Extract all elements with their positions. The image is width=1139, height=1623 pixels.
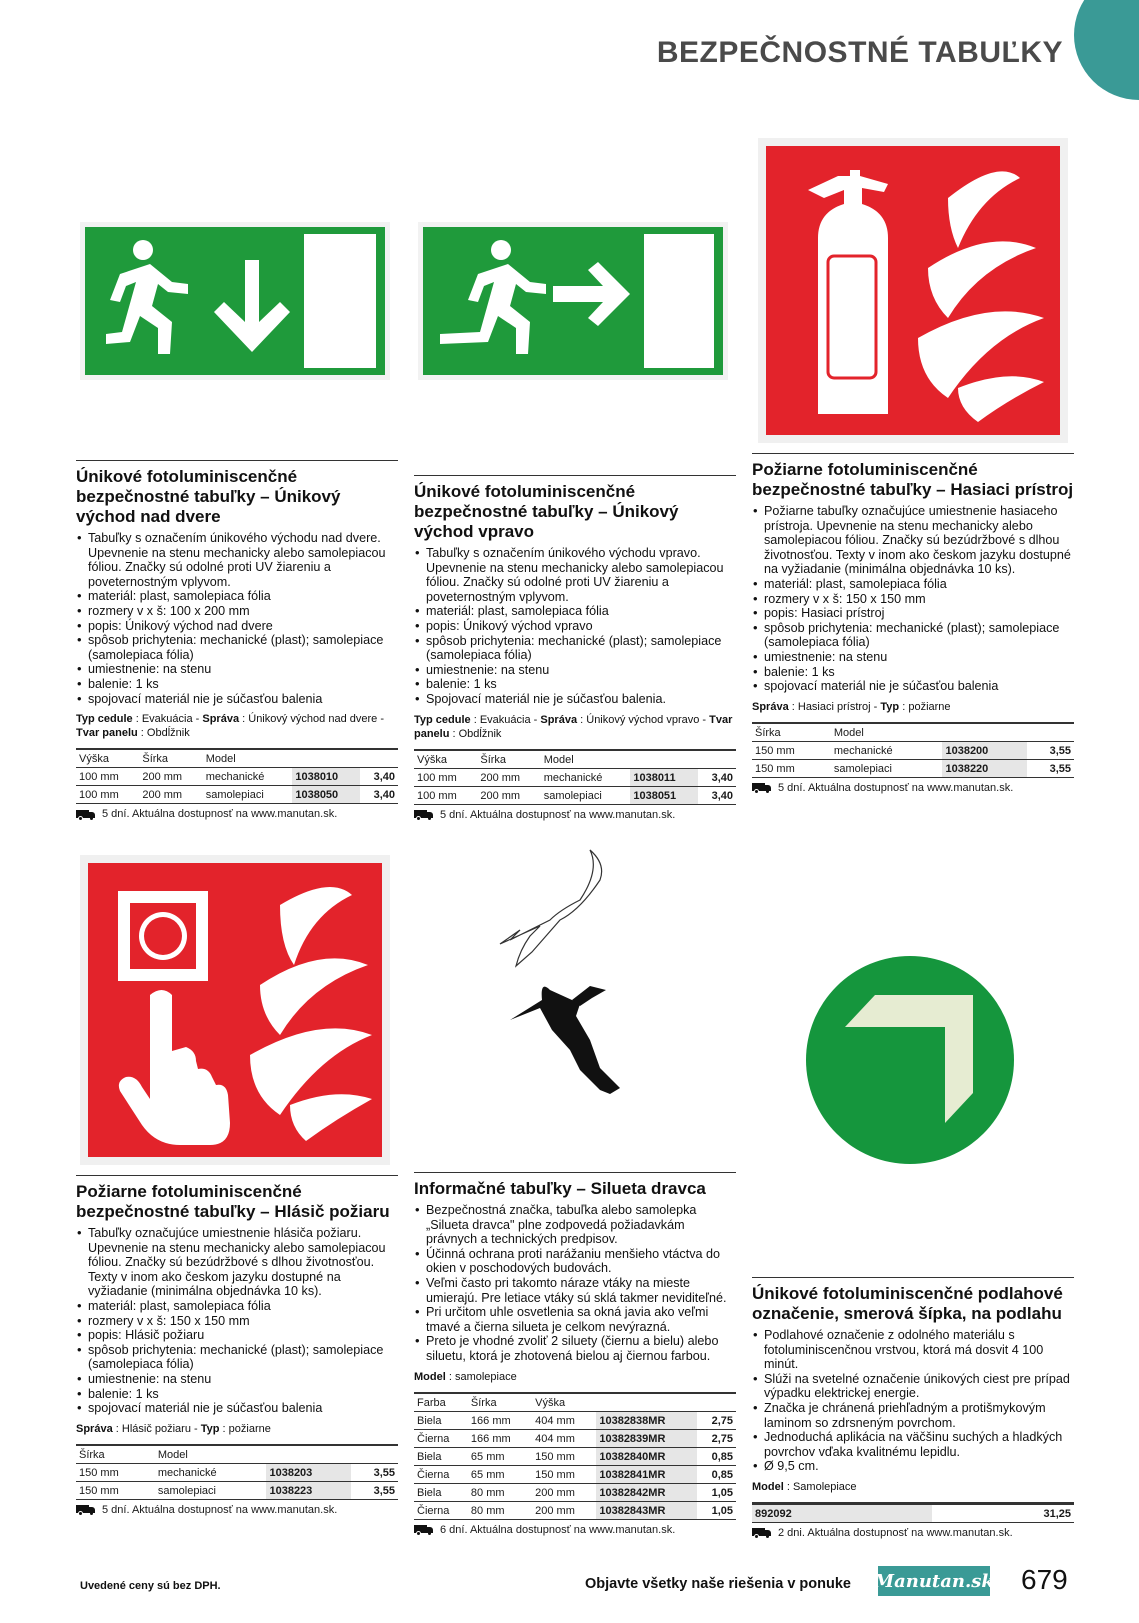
table-row[interactable]: Biela 80 mm 200 mm 10382842MR 1,05 [414, 1483, 736, 1501]
table-row[interactable]: Čierna 166 mm 404 mm 10382839MR 2,75 [414, 1429, 736, 1447]
feature-item: • popis: Únikový východ nad dvere [76, 619, 398, 634]
feature-list [76, 531, 398, 706]
spec-line: Typ cedule : Evakuácia - Správa : Únikový východ vpravo - Tvar panelu : Obdĺžnik [414, 713, 733, 740]
spec-line: Typ cedule : Evakuácia - Správa : Únikový východ nad dvere - Tvar panelu : Obdĺžnik [76, 713, 384, 740]
truck-icon [752, 1527, 774, 1538]
exit-right-sign-icon [418, 222, 728, 380]
table-row[interactable]: 150 mm samolepiaci 1038223 3,55 [76, 1481, 398, 1499]
product-title: Únikové fotoluminiscenčné podlahové označenie, smerová šípka, na podlahu [752, 1277, 1074, 1324]
spec-line: Správa : Hlásič požiaru - Typ : požiarne [76, 1422, 271, 1435]
feature-item: • spôsob prichytenia: mechanické (plast); samolepiace (samolepiaca fólia) [752, 621, 1074, 650]
feature-item: • umiestnenie: na stenu [76, 1372, 398, 1387]
feature-list [414, 1203, 736, 1364]
feature-item: • balenie: 1 ks [76, 1387, 398, 1402]
delivery-info: 6 dní. Aktuálna dostupnosť na www.manutan.sk. [414, 1524, 736, 1536]
feature-item: • Účinná ochrana proti narážaniu menšieho vtáctva do okien v poschodových budovách. [414, 1247, 736, 1276]
floor-arrow-image [805, 955, 1015, 1165]
product-floor-arrow [752, 1277, 1074, 1539]
spec-line: Model : Samolepiace [752, 1480, 857, 1493]
feature-item: • umiestnenie: na stenu [414, 663, 736, 678]
bird-silhouette-image [480, 840, 660, 1120]
feature-item: • rozmery v x š: 150 x 150 mm [752, 592, 1074, 607]
truck-icon [76, 1504, 98, 1515]
feature-item: • popis: Únikový východ vpravo [414, 619, 736, 634]
feature-item: • balenie: 1 ks [752, 665, 1074, 680]
fire-alarm-call-point-sign-icon [80, 855, 390, 1165]
feature-item: • Preto je vhodné zvoliť 2 siluety (čiernu a bielu) alebo siluetu, ktorá je zhotovená bielou aj čiernou farbou. [414, 1334, 736, 1363]
fire-extinguisher-sign-icon [758, 138, 1068, 443]
feature-item: • materiál: plast, samolepiaca fólia [76, 1299, 398, 1314]
truck-icon [414, 809, 436, 820]
table-row[interactable]: 150 mm mechanické 1038200 3,55 [752, 741, 1074, 759]
feature-item: • umiestnenie: na stenu [76, 662, 398, 677]
table-row[interactable]: 100 mm 200 mm mechanické 1038010 3,40 [76, 768, 398, 786]
spec-line: Správa : Hasiaci prístroj - Typ : požiarne [752, 700, 951, 713]
table-row[interactable]: Čierna 80 mm 200 mm 10382843MR 1,05 [414, 1501, 736, 1519]
feature-item: • Jednoduchá aplikácia na väčšinu suchých a hladkých povrchov vďaka kvalitnému lepidlu. [752, 1430, 1074, 1459]
feature-item: • Tabuľky s označením únikového východu vpravo. Upevnenie na stenu mechanicky alebo samolepiacou fóliou. Značky sú odolné proti UV žiareniu a poveternostným vplyvom. [414, 546, 736, 604]
feature-item: • umiestnenie: na stenu [752, 650, 1074, 665]
feature-item: • spôsob prichytenia: mechanické (plast); samolepiace (samolepiaca fólia) [76, 1343, 398, 1372]
footer-cta: Objavte všetky naše riešenia v ponuke [585, 1576, 851, 1592]
feature-item: • Pri určitom uhle osvetlenia sa okná javia ako veľmi tmavé a čierna silueta je celkom nevýrazná. [414, 1305, 736, 1334]
feature-item: • balenie: 1 ks [414, 677, 736, 692]
exit-down-sign-icon [80, 222, 390, 380]
feature-item: • popis: Hlásič požiaru [76, 1328, 398, 1343]
feature-item: • Slúži na svetelné označenie únikových ciest pre prípad výpadku elektrickej energie. [752, 1372, 1074, 1401]
truck-icon [414, 1524, 436, 1535]
feature-item: • spôsob prichytenia: mechanické (plast); samolepiace (samolepiaca fólia) [414, 634, 736, 663]
feature-list [752, 1328, 1074, 1474]
feature-item: • rozmery v x š: 150 x 150 mm [76, 1314, 398, 1329]
feature-item: • spojovací materiál nie je súčasťou balenia [76, 692, 398, 707]
table-row[interactable]: 150 mm mechanické 1038203 3,55 [76, 1463, 398, 1481]
product-bird-silhouette [414, 1172, 736, 1536]
truck-icon [76, 809, 98, 820]
table-row[interactable]: 150 mm samolepiaci 1038220 3,55 [752, 759, 1074, 777]
fire-alarm-sign-image [80, 855, 390, 1165]
fire-extinguisher-sign-image [758, 138, 1068, 443]
price-table [752, 1502, 1074, 1523]
product-exit-over-door [76, 460, 398, 820]
product-title: Požiarne fotoluminiscenčné bezpečnostné tabuľky – Hlásič požiaru [76, 1175, 398, 1222]
feature-item: • balenie: 1 ks [76, 677, 398, 692]
feature-item: • Tabuľky označujúce umiestnenie hlásiča požiaru. Upevnenie na stenu mechanicky alebo samolepiacou fóliou. Značky sú bezúdržbové s dlhou životnosťou. Texty v inom ako českom jazyku dostupné na vyžiadanie (minimálna objednávka 10 ks). [76, 1226, 398, 1299]
price-table: Výška Šírka Model 100 mm 200 mm mechanické 1038010 3,40 100 mm 200 mm samolepiaci 1038050 3,40 [76, 748, 398, 804]
spec-line: Model : samolepiace [414, 1370, 517, 1383]
table-row[interactable]: 100 mm 200 mm samolepiaci 1038050 3,40 [76, 786, 398, 804]
feature-item: • materiál: plast, samolepiaca fólia [414, 604, 736, 619]
feature-item: • Ø 9,5 cm. [752, 1459, 1074, 1474]
table-row[interactable]: 100 mm 200 mm samolepiaci 1038051 3,40 [414, 786, 736, 804]
product-fire-alarm [76, 1175, 398, 1516]
product-title: Únikové fotoluminiscenčné bezpečnostné tabuľky – Únikový východ nad dvere [76, 460, 398, 527]
feature-item: • popis: Hasiaci prístroj [752, 606, 1074, 621]
price-table: Šírka Model 150 mm mechanické 1038203 3,55 150 mm samolepiaci 1038223 3,55 [76, 1444, 398, 1500]
price-note: Uvedené ceny sú bez DPH. [80, 1580, 221, 1592]
feature-item: • Značka je chránená priehľadným a protišmykovým laminom so zdrsneným povrchom. [752, 1401, 1074, 1430]
delivery-info: 5 dní. Aktuálna dostupnosť na www.manutan.sk. [752, 782, 1074, 794]
feature-item: • Podlahové označenie z odolného materiálu s fotoluminiscenčnou vrstvou, ktorá má dosvit 4 100 minút. [752, 1328, 1074, 1372]
feature-item: • Požiarne tabuľky označujúce umiestnenie hasiaceho prístroja. Upevnenie na stenu mechanicky alebo samolepiacou fóliou. Značky sú bezúdržbové s dlhou životnosťou. Texty v inom ako českom jazyku dostupné na vyžiadanie (minimálna objednávka 10 ks). [752, 504, 1074, 577]
delivery-info: 5 dní. Aktuálna dostupnosť na www.manutan.sk. [414, 809, 736, 821]
page-title: BEZPEČNOSTNÉ TABUĽKY [656, 36, 1063, 69]
table-row[interactable]: 100 mm 200 mm mechanické 1038011 3,40 [414, 768, 736, 786]
product-fire-extinguisher [752, 453, 1074, 794]
feature-item: • rozmery v x š: 100 x 200 mm [76, 604, 398, 619]
product-title: Informačné tabuľky – Silueta dravca [414, 1172, 736, 1199]
table-row[interactable]: Biela 166 mm 404 mm 10382838MR 2,75 [414, 1411, 736, 1429]
feature-item: • spojovací materiál nie je súčasťou balenia [752, 679, 1074, 694]
feature-item: • Tabuľky s označením únikového východu nad dvere. Upevnenie na stenu mechanicky alebo samolepiacou fóliou. Značky sú odolné proti UV žiareniu a poveternostným vplyvom. [76, 531, 398, 589]
table-row[interactable]: Biela 65 mm 150 mm 10382840MR 0,85 [414, 1447, 736, 1465]
product-title: Únikové fotoluminiscenčné bezpečnostné tabuľky – Únikový východ vpravo [414, 475, 736, 542]
truck-icon [752, 782, 774, 793]
feature-item: • materiál: plast, samolepiaca fólia [76, 589, 398, 604]
delivery-info: 2 dni. Aktuálna dostupnosť na www.manutan.sk. [752, 1527, 1074, 1539]
feature-item: • materiál: plast, samolepiaca fólia [752, 577, 1074, 592]
exit-down-sign-image [80, 222, 390, 380]
page-number: 679 [1021, 1564, 1068, 1595]
bird-silhouette-icon [480, 840, 660, 1120]
feature-list [76, 1226, 398, 1416]
price-table: Šírka Model 150 mm mechanické 1038200 3,55 150 mm samolepiaci 1038220 3,55 [752, 722, 1074, 778]
feature-item: • spôsob prichytenia: mechanické (plast); samolepiace (samolepiaca fólia) [76, 633, 398, 662]
product-title: Požiarne fotoluminiscenčné bezpečnostné tabuľky – Hasiaci prístroj [752, 453, 1074, 500]
feature-item: • Veľmi často pri takomto náraze vtáky na mieste umierajú. Pre letiace vtáky sú sklá takmer neviditeľné. [414, 1276, 736, 1305]
feature-list [414, 546, 736, 707]
product-exit-right [414, 475, 736, 821]
feature-item: • Bezpečnostná značka, tabuľka alebo samolepka „Silueta dravca" plne zodpovedá požiadavkám právnych a technických predpisov. [414, 1203, 736, 1247]
table-row[interactable]: Čierna 65 mm 150 mm 10382841MR 0,85 [414, 1465, 736, 1483]
table-row[interactable]: 892092 31,25 [752, 1504, 1074, 1522]
feature-item: • spojovací materiál nie je súčasťou balenia [76, 1401, 398, 1416]
delivery-info: 5 dní. Aktuálna dostupnosť na www.manutan.sk. [76, 1504, 398, 1516]
floor-arrow-marker-icon [805, 955, 1015, 1165]
feature-item: • Spojovací materiál nie je súčasťou balenia. [414, 692, 736, 707]
manutan-logo[interactable]: Manutan.sk [878, 1566, 990, 1596]
delivery-info: 5 dní. Aktuálna dostupnosť na www.manutan.sk. [76, 808, 398, 820]
feature-list [752, 504, 1074, 694]
price-table: Farba Šírka Výška Biela 166 mm 404 mm 10382838MR 2,75 Čierna 166 mm 404 mm 10382839MR 2,75 Biela 65 mm 150 mm 10382840MR 0,85 Čierna 65 mm 150 mm 10382841MR 0,85 Biela 80 mm 200 mm 10382842MR 1,05 Čierna 80 mm 200 mm 10382843MR 1,05 [414, 1392, 736, 1520]
price-table: Výška Šírka Model 100 mm 200 mm mechanické 1038011 3,40 100 mm 200 mm samolepiaci 1038051 3,40 [414, 749, 736, 805]
page-tab-marker [1074, 0, 1139, 100]
exit-right-sign-image [418, 222, 728, 380]
